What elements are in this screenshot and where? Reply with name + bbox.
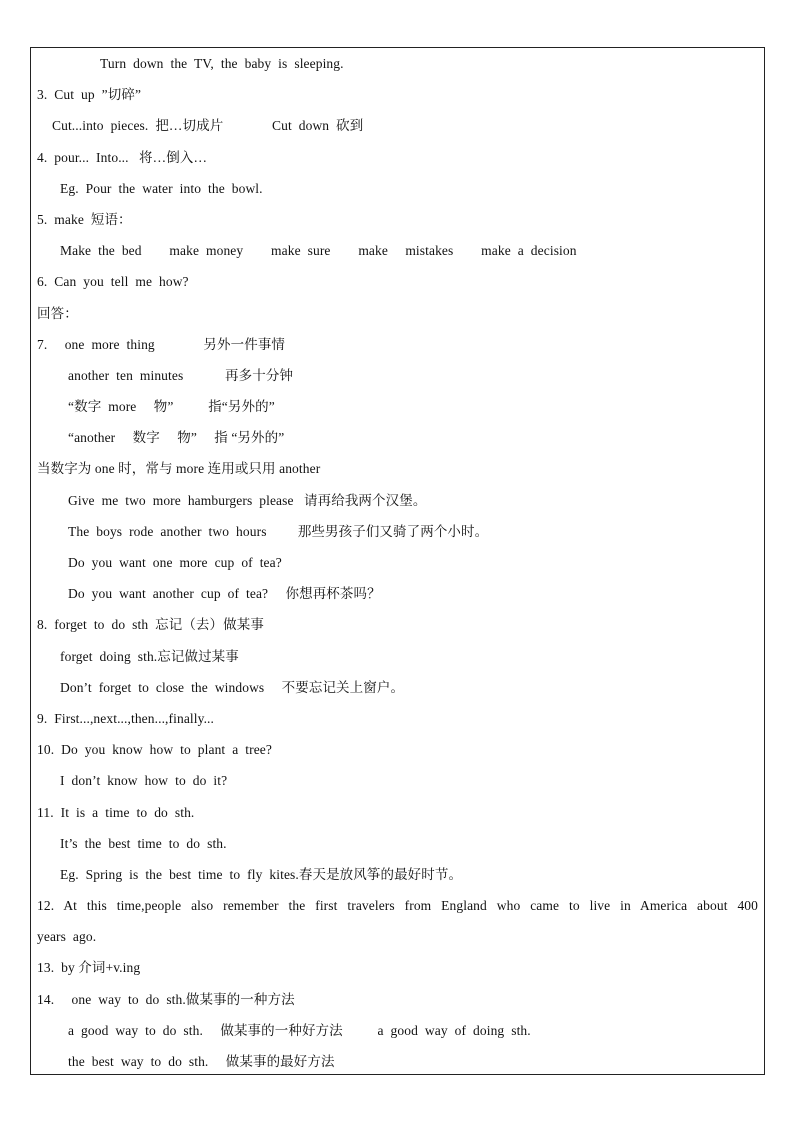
text-line: 4. pour... Into... 将…倒入… [37, 150, 208, 165]
text-line: 当数字为 one 时，常与 more 连用或只用 another [37, 461, 321, 476]
text-line: 6. Can you tell me how? [37, 274, 189, 289]
text-line: It’s the best time to do sth. [60, 836, 227, 851]
text-line: Eg. Pour the water into the bowl. [60, 181, 263, 196]
text-line: 8. forget to do sth 忘记（去）做某事 [37, 617, 264, 632]
text-line: Give me two more hamburgers please 请再给我两个汉堡。 [68, 493, 427, 508]
text-line: I don’t know how to do it? [60, 773, 228, 788]
text-line: years ago. [37, 929, 97, 944]
text-line: Don’t forget to close the windows 不要忘记关上窗户。 [60, 680, 405, 695]
text-line: 5. make 短语： [37, 212, 132, 227]
text-line: Do you want another cup of tea? 你想再杯茶吗？ [68, 586, 381, 601]
text-line: 3. Cut up ”切碎” [37, 87, 142, 102]
text-line: the best way to do sth. 做某事的最好方法 [68, 1054, 335, 1069]
text-line: Make the bed make money make sure make mistakes make a decision [60, 243, 577, 258]
text-line: 12. At this time,people also remember the first travelers from England who came to live in America about 400 [37, 898, 758, 913]
text-line: 9. First...,next...,then...,finally... [37, 711, 215, 726]
text-line: Do you want one more cup of tea? [68, 555, 282, 570]
text-line: The boys rode another two hours 那些男孩子们又骑了两个小时。 [68, 524, 489, 539]
text-line: forget doing sth.忘记做过某事 [60, 649, 239, 664]
text-line: Turn down the TV, the baby is sleeping. [100, 56, 344, 71]
text-line: 回答： [37, 306, 78, 321]
text-line: 11. It is a time to do sth. [37, 805, 195, 820]
text-line: Eg. Spring is the best time to fly kites.春天是放风筝的最好时节。 [60, 867, 463, 882]
text-line: a good way to do sth. 做某事的一种好方法 a good way of doing sth. [68, 1023, 531, 1038]
text-line: Cut...into pieces. 把…切成片 Cut down 砍到 [52, 118, 364, 133]
text-line: 14. one way to do sth.做某事的一种方法 [37, 992, 295, 1007]
text-line: “数字 more 物” 指“另外的” [68, 399, 275, 414]
text-line: 13. by 介词+v.ing [37, 960, 141, 975]
text-line: 10. Do you know how to plant a tree? [37, 742, 272, 757]
text-line: another ten minutes 再多十分钟 [68, 368, 294, 383]
text-line: 7. one more thing 另外一件事情 [37, 337, 286, 352]
text-line: “another 数字 物” 指 “另外的” [68, 430, 285, 445]
